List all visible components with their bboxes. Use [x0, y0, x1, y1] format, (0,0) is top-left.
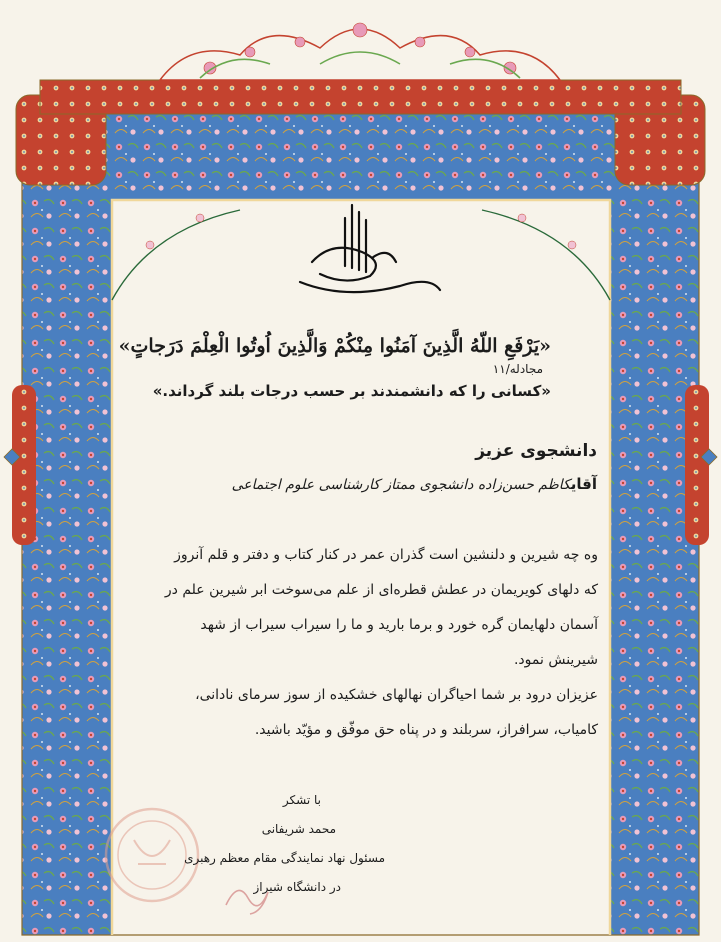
signatory-name: محمد شریفانی — [261, 822, 336, 836]
recipient-line — [232, 475, 597, 493]
body-line-4: شیرینش نمود. — [513, 652, 598, 668]
body-line-5: عزیزان درود بر شما احیاگران نهالهای خشکیده از سوز سرمای نادانی، — [195, 687, 598, 703]
quran-verse: «یَرْفَعِ اللّهُ الَّذِینَ آمَنُوا مِنْکُمْ وَالَّذِینَ اُوتُوا الْعِلْمَ دَرَجاتٍ» — [118, 335, 551, 357]
greeting-heading: دانشجوی عزیز — [475, 441, 597, 461]
recipient-title: آقای — [570, 475, 597, 493]
body-line-6: کامیاب، سرافراز، سربلند و در پناه حق موفّق و مؤیّد باشید. — [254, 722, 598, 738]
basmala-calligraphy-icon — [300, 205, 440, 292]
signature-closing: با تشکر — [282, 793, 321, 807]
verse-translation: «کسانی را که دانشمندند بر حسب درجات بلند گرداند.» — [152, 382, 551, 400]
body-line-1: وه چه شیرین و دلنشین است گذران عمر در کنار کتاب و دفتر و قلم آنروز — [174, 547, 598, 563]
signatory-position: مسئول نهاد نمایندگی مقام معظم رهبری — [184, 851, 385, 865]
signatory-institution: در دانشگاه شیراز — [253, 880, 341, 894]
body-line-3: آسمان دلهایمان گره خورد و برما بارید و ما را سیراب سیراب از شهد — [200, 617, 598, 633]
body-line-2: که دلهای کویریمان در عطش قطره‌ای از علم می‌سوخت ابر شیرین علم در — [164, 582, 598, 598]
recipient-text: کاظم حسن‌زاده دانشجوی ممتاز کارشناسی علوم اجتماعی — [231, 477, 571, 493]
verse-reference: مجادله/۱۱ — [492, 362, 543, 376]
